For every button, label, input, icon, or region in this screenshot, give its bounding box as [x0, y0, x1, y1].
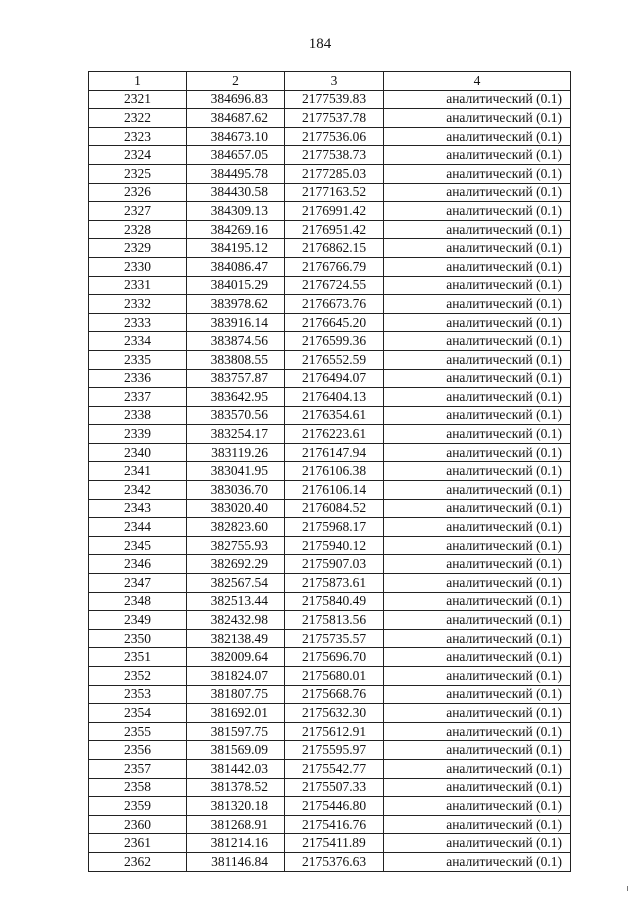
point-number-cell: 2353: [89, 685, 187, 704]
header-col-1: 1: [89, 72, 187, 91]
x-coordinate-cell: 382432.98: [187, 611, 285, 630]
point-number-cell: 2345: [89, 536, 187, 555]
x-coordinate-cell: 383757.87: [187, 369, 285, 388]
y-coordinate-cell: 2175595.97: [285, 741, 384, 760]
method-cell: аналитический (0.1): [384, 146, 571, 165]
point-number-cell: 2340: [89, 443, 187, 462]
table-row: [89, 704, 571, 723]
table-row: [89, 778, 571, 797]
x-coordinate-cell: 381824.07: [187, 667, 285, 686]
header-col-3: 3: [285, 72, 384, 91]
y-coordinate-cell: 2175907.03: [285, 555, 384, 574]
point-number-cell: 2357: [89, 759, 187, 778]
point-number-cell: 2335: [89, 350, 187, 369]
x-coordinate-cell: 384430.58: [187, 183, 285, 202]
y-coordinate-cell: 2176223.61: [285, 425, 384, 444]
table-row: [89, 797, 571, 816]
method-cell: аналитический (0.1): [384, 555, 571, 574]
method-cell: аналитический (0.1): [384, 797, 571, 816]
point-number-cell: 2324: [89, 146, 187, 165]
x-coordinate-cell: 384086.47: [187, 257, 285, 276]
table-row: [89, 257, 571, 276]
coordinates-table: [88, 71, 571, 872]
x-coordinate-cell: 382755.93: [187, 536, 285, 555]
table-body: [89, 90, 571, 871]
y-coordinate-cell: 2175376.63: [285, 852, 384, 871]
x-coordinate-cell: 381692.01: [187, 704, 285, 723]
y-coordinate-cell: 2177538.73: [285, 146, 384, 165]
x-coordinate-cell: 382513.44: [187, 592, 285, 611]
point-number-cell: 2346: [89, 555, 187, 574]
method-cell: аналитический (0.1): [384, 499, 571, 518]
method-cell: аналитический (0.1): [384, 406, 571, 425]
header-col-4: 4: [384, 72, 571, 91]
table-row: [89, 462, 571, 481]
x-coordinate-cell: 383020.40: [187, 499, 285, 518]
table-row: [89, 127, 571, 146]
y-coordinate-cell: 2175542.77: [285, 759, 384, 778]
x-coordinate-cell: 381320.18: [187, 797, 285, 816]
method-cell: аналитический (0.1): [384, 574, 571, 593]
x-coordinate-cell: 382138.49: [187, 629, 285, 648]
method-cell: аналитический (0.1): [384, 704, 571, 723]
method-cell: аналитический (0.1): [384, 257, 571, 276]
point-number-cell: 2362: [89, 852, 187, 871]
method-cell: аналитический (0.1): [384, 481, 571, 500]
x-coordinate-cell: 382567.54: [187, 574, 285, 593]
method-cell: аналитический (0.1): [384, 667, 571, 686]
y-coordinate-cell: 2177536.06: [285, 127, 384, 146]
point-number-cell: 2330: [89, 257, 187, 276]
method-cell: аналитический (0.1): [384, 759, 571, 778]
point-number-cell: 2359: [89, 797, 187, 816]
table-row: [89, 350, 571, 369]
table-row: [89, 90, 571, 109]
y-coordinate-cell: 2175668.76: [285, 685, 384, 704]
y-coordinate-cell: 2176084.52: [285, 499, 384, 518]
table-row: [89, 220, 571, 239]
table-row: [89, 313, 571, 332]
point-number-cell: 2344: [89, 518, 187, 537]
y-coordinate-cell: 2176552.59: [285, 350, 384, 369]
point-number-cell: 2348: [89, 592, 187, 611]
y-coordinate-cell: 2176724.55: [285, 276, 384, 295]
method-cell: аналитический (0.1): [384, 239, 571, 258]
y-coordinate-cell: 2175507.33: [285, 778, 384, 797]
point-number-cell: 2360: [89, 815, 187, 834]
y-coordinate-cell: 2176354.61: [285, 406, 384, 425]
point-number-cell: 2343: [89, 499, 187, 518]
y-coordinate-cell: 2177285.03: [285, 164, 384, 183]
x-coordinate-cell: 381569.09: [187, 741, 285, 760]
x-coordinate-cell: 381214.16: [187, 834, 285, 853]
x-coordinate-cell: 384015.29: [187, 276, 285, 295]
point-number-cell: 2342: [89, 481, 187, 500]
table-row: [89, 443, 571, 462]
x-coordinate-cell: 381378.52: [187, 778, 285, 797]
method-cell: аналитический (0.1): [384, 834, 571, 853]
point-number-cell: 2321: [89, 90, 187, 109]
table-row: [89, 239, 571, 258]
table-row: [89, 146, 571, 165]
y-coordinate-cell: 2176862.15: [285, 239, 384, 258]
table-row: [89, 667, 571, 686]
point-number-cell: 2354: [89, 704, 187, 723]
y-coordinate-cell: 2175840.49: [285, 592, 384, 611]
page-number: 184: [308, 36, 332, 52]
x-coordinate-cell: 381442.03: [187, 759, 285, 778]
x-coordinate-cell: 381268.91: [187, 815, 285, 834]
x-coordinate-cell: 384696.83: [187, 90, 285, 109]
point-number-cell: 2347: [89, 574, 187, 593]
y-coordinate-cell: 2175632.30: [285, 704, 384, 723]
point-number-cell: 2336: [89, 369, 187, 388]
method-cell: аналитический (0.1): [384, 127, 571, 146]
table-row: [89, 815, 571, 834]
y-coordinate-cell: 2176106.38: [285, 462, 384, 481]
point-number-cell: 2358: [89, 778, 187, 797]
x-coordinate-cell: 383119.26: [187, 443, 285, 462]
y-coordinate-cell: 2177537.78: [285, 109, 384, 128]
x-coordinate-cell: 382823.60: [187, 518, 285, 537]
x-coordinate-cell: 384195.12: [187, 239, 285, 258]
table-row: [89, 518, 571, 537]
point-number-cell: 2351: [89, 648, 187, 667]
x-coordinate-cell: 383916.14: [187, 313, 285, 332]
y-coordinate-cell: 2176673.76: [285, 295, 384, 314]
point-number-cell: 2331: [89, 276, 187, 295]
table-row: [89, 759, 571, 778]
method-cell: аналитический (0.1): [384, 313, 571, 332]
y-coordinate-cell: 2175873.61: [285, 574, 384, 593]
method-cell: аналитический (0.1): [384, 109, 571, 128]
point-number-cell: 2328: [89, 220, 187, 239]
y-coordinate-cell: 2176991.42: [285, 202, 384, 221]
x-coordinate-cell: 384657.05: [187, 146, 285, 165]
method-cell: аналитический (0.1): [384, 164, 571, 183]
y-coordinate-cell: 2175680.01: [285, 667, 384, 686]
x-coordinate-cell: 384269.16: [187, 220, 285, 239]
point-number-cell: 2334: [89, 332, 187, 351]
table-row: [89, 852, 571, 871]
table-row: [89, 164, 571, 183]
method-cell: аналитический (0.1): [384, 778, 571, 797]
method-cell: аналитический (0.1): [384, 629, 571, 648]
table-row: [89, 369, 571, 388]
point-number-cell: 2323: [89, 127, 187, 146]
table-row: [89, 834, 571, 853]
x-coordinate-cell: 383808.55: [187, 350, 285, 369]
method-cell: аналитический (0.1): [384, 425, 571, 444]
table-row: [89, 388, 571, 407]
method-cell: аналитический (0.1): [384, 183, 571, 202]
x-coordinate-cell: 383978.62: [187, 295, 285, 314]
y-coordinate-cell: 2176951.42: [285, 220, 384, 239]
method-cell: аналитический (0.1): [384, 90, 571, 109]
table-row: [89, 481, 571, 500]
method-cell: аналитический (0.1): [384, 332, 571, 351]
x-coordinate-cell: 384687.62: [187, 109, 285, 128]
method-cell: аналитический (0.1): [384, 276, 571, 295]
table-row: [89, 555, 571, 574]
method-cell: аналитический (0.1): [384, 462, 571, 481]
method-cell: аналитический (0.1): [384, 220, 571, 239]
method-cell: аналитический (0.1): [384, 369, 571, 388]
table-row: [89, 722, 571, 741]
point-number-cell: 2322: [89, 109, 187, 128]
point-number-cell: 2361: [89, 834, 187, 853]
x-coordinate-cell: 382692.29: [187, 555, 285, 574]
table-row: [89, 295, 571, 314]
x-coordinate-cell: 384673.10: [187, 127, 285, 146]
y-coordinate-cell: 2177539.83: [285, 90, 384, 109]
method-cell: аналитический (0.1): [384, 741, 571, 760]
method-cell: аналитический (0.1): [384, 852, 571, 871]
x-coordinate-cell: 381597.75: [187, 722, 285, 741]
method-cell: аналитический (0.1): [384, 815, 571, 834]
table-row: [89, 574, 571, 593]
table-row: [89, 109, 571, 128]
x-coordinate-cell: 383570.56: [187, 406, 285, 425]
point-number-cell: 2337: [89, 388, 187, 407]
header-row: [89, 72, 571, 91]
point-number-cell: 2326: [89, 183, 187, 202]
point-number-cell: 2338: [89, 406, 187, 425]
x-coordinate-cell: 383874.56: [187, 332, 285, 351]
y-coordinate-cell: 2175696.70: [285, 648, 384, 667]
x-coordinate-cell: 381807.75: [187, 685, 285, 704]
table-row: [89, 183, 571, 202]
table-row: [89, 425, 571, 444]
y-coordinate-cell: 2175446.80: [285, 797, 384, 816]
point-number-cell: 2356: [89, 741, 187, 760]
y-coordinate-cell: 2175612.91: [285, 722, 384, 741]
y-coordinate-cell: 2176147.94: [285, 443, 384, 462]
x-coordinate-cell: 382009.64: [187, 648, 285, 667]
x-coordinate-cell: 384309.13: [187, 202, 285, 221]
x-coordinate-cell: 383041.95: [187, 462, 285, 481]
y-coordinate-cell: 2176494.07: [285, 369, 384, 388]
table-row: [89, 685, 571, 704]
point-number-cell: 2325: [89, 164, 187, 183]
point-number-cell: 2352: [89, 667, 187, 686]
method-cell: аналитический (0.1): [384, 202, 571, 221]
table-row: [89, 276, 571, 295]
table-row: [89, 629, 571, 648]
table-row: [89, 648, 571, 667]
y-coordinate-cell: 2176766.79: [285, 257, 384, 276]
table-row: [89, 406, 571, 425]
point-number-cell: 2355: [89, 722, 187, 741]
y-coordinate-cell: 2176106.14: [285, 481, 384, 500]
x-coordinate-cell: 383642.95: [187, 388, 285, 407]
scan-edge-mark: [627, 886, 628, 891]
method-cell: аналитический (0.1): [384, 648, 571, 667]
x-coordinate-cell: 383036.70: [187, 481, 285, 500]
y-coordinate-cell: 2176404.13: [285, 388, 384, 407]
point-number-cell: 2349: [89, 611, 187, 630]
y-coordinate-cell: 2175735.57: [285, 629, 384, 648]
table-row: [89, 499, 571, 518]
method-cell: аналитический (0.1): [384, 295, 571, 314]
point-number-cell: 2333: [89, 313, 187, 332]
table-row: [89, 202, 571, 221]
y-coordinate-cell: 2175968.17: [285, 518, 384, 537]
table-row: [89, 611, 571, 630]
x-coordinate-cell: 381146.84: [187, 852, 285, 871]
point-number-cell: 2329: [89, 239, 187, 258]
method-cell: аналитический (0.1): [384, 350, 571, 369]
x-coordinate-cell: 383254.17: [187, 425, 285, 444]
method-cell: аналитический (0.1): [384, 388, 571, 407]
method-cell: аналитический (0.1): [384, 518, 571, 537]
method-cell: аналитический (0.1): [384, 443, 571, 462]
point-number-cell: 2332: [89, 295, 187, 314]
table-row: [89, 741, 571, 760]
method-cell: аналитический (0.1): [384, 722, 571, 741]
point-number-cell: 2327: [89, 202, 187, 221]
point-number-cell: 2350: [89, 629, 187, 648]
table-row: [89, 592, 571, 611]
y-coordinate-cell: 2175411.89: [285, 834, 384, 853]
x-coordinate-cell: 384495.78: [187, 164, 285, 183]
point-number-cell: 2341: [89, 462, 187, 481]
y-coordinate-cell: 2175813.56: [285, 611, 384, 630]
header-col-2: 2: [187, 72, 285, 91]
y-coordinate-cell: 2176599.36: [285, 332, 384, 351]
table-row: [89, 536, 571, 555]
method-cell: аналитический (0.1): [384, 685, 571, 704]
table-row: [89, 332, 571, 351]
method-cell: аналитический (0.1): [384, 592, 571, 611]
y-coordinate-cell: 2177163.52: [285, 183, 384, 202]
method-cell: аналитический (0.1): [384, 536, 571, 555]
method-cell: аналитический (0.1): [384, 611, 571, 630]
y-coordinate-cell: 2175940.12: [285, 536, 384, 555]
y-coordinate-cell: 2176645.20: [285, 313, 384, 332]
point-number-cell: 2339: [89, 425, 187, 444]
table-header: [89, 72, 571, 91]
y-coordinate-cell: 2175416.76: [285, 815, 384, 834]
